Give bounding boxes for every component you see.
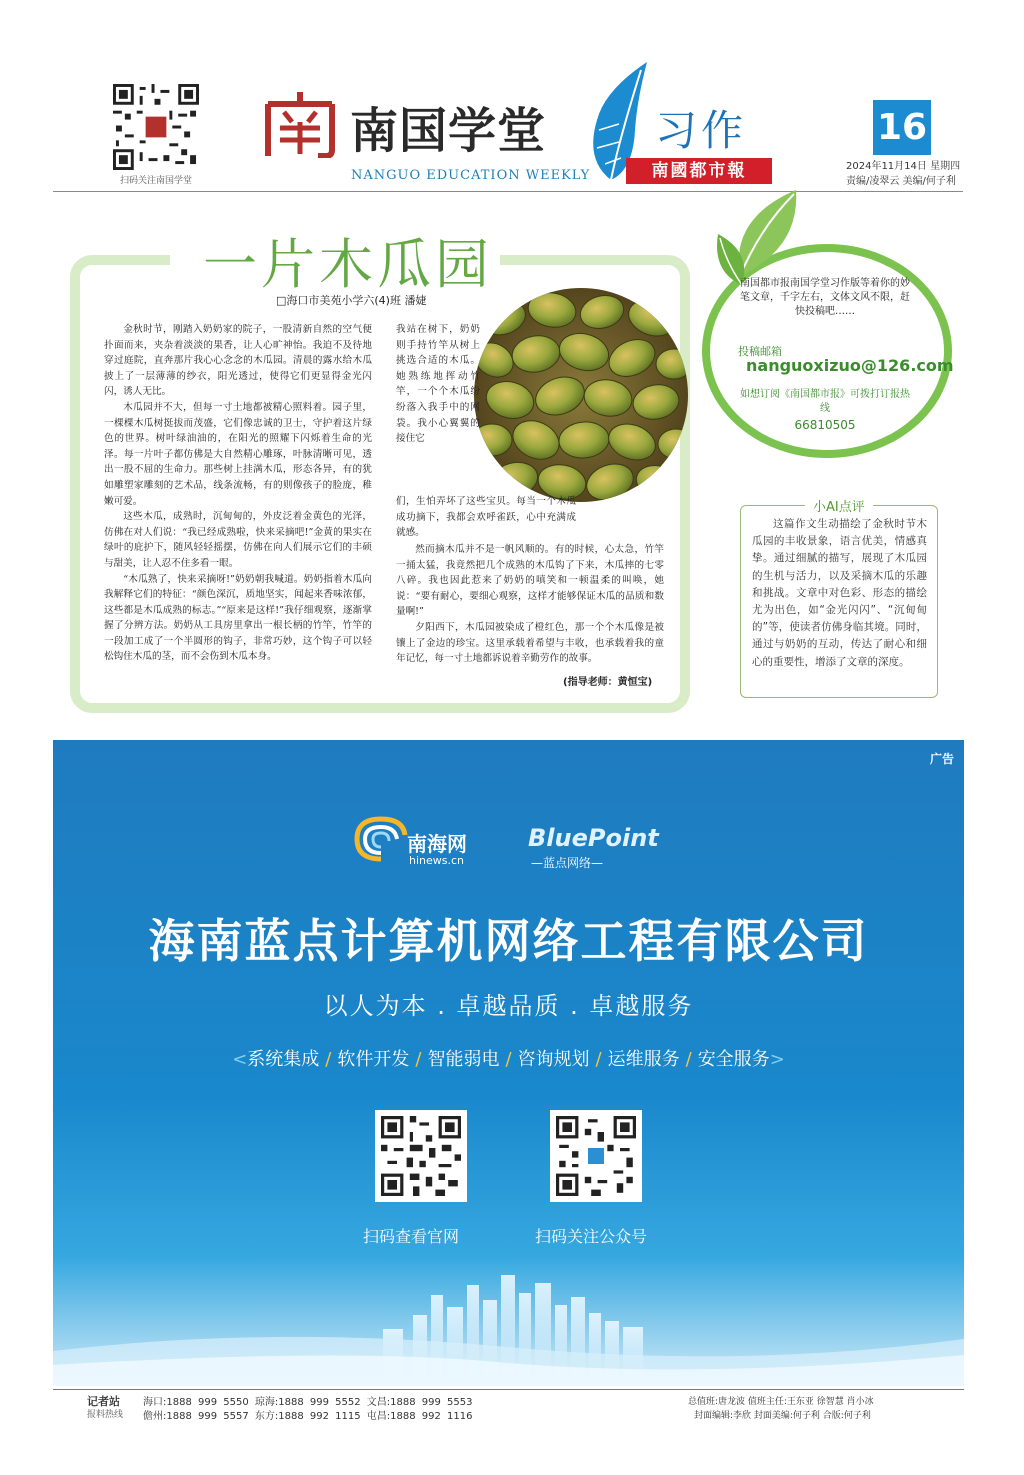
wechat-qr-caption: 扫码关注公众号	[535, 1227, 648, 1246]
separator: /	[505, 1049, 512, 1070]
issue-date: 2024年11月14日 星期四	[846, 161, 961, 172]
paragraph: 们，生怕弄坏了这些宝贝。每当一个木瓜成功摘下，我都会欢呼雀跃，心中充满成就感。	[396, 496, 576, 539]
separator: /	[595, 1049, 602, 1070]
city-skyline-graphic	[53, 1255, 964, 1386]
article-title: 一片木瓜园	[203, 233, 493, 296]
article-byline: □海口市美苑小学六(4)班 潘婕	[276, 294, 427, 307]
footer-hotlines-row-2: 儋州:1888 999 5557 东方:1888 992 1115 屯昌:1888 992 1116	[143, 1411, 473, 1422]
paragraph: 金秋时节，刚踏入奶奶家的院子，一股清新自然的空气便扑面而来，夹杂着淡淡的果香，让人心旷神怡。我迫不及待地穿过庭院，直奔那片我心心念念的木瓜园。清晨的露水给木瓜披上了一层薄薄的纱衣，阳光透过，使得它们更显得金光闪闪，诱人无比。	[104, 324, 372, 398]
service-item: 系统集成	[247, 1049, 320, 1070]
website-qr-code[interactable]	[375, 1110, 467, 1202]
angle-left-icon: <	[232, 1049, 248, 1070]
quill-icon	[575, 60, 650, 230]
article-column-1	[104, 322, 372, 665]
page-number: 16	[873, 100, 931, 155]
editor-credits: 责编/凌翠云 美编/何子利	[846, 176, 956, 187]
footer-staff-row-2: 封面编辑:李欣 封面美编:何子利 合版:何子利	[694, 1411, 871, 1421]
masthead-subtitle: NANGUO EDUCATION WEEKLY	[351, 168, 591, 183]
paragraph: 这些木瓜，成熟时，沉甸甸的，外皮泛着金黄色的光泽，仿佛在对人们说：“我已经成熟啦，快来采摘吧!”金黄的果实在绿叶的庇护下，随风轻轻摇摆，仿佛在向人们展示它们的丰硕与甜美，让人忍不住多看一眼。	[104, 511, 372, 569]
service-item: 软件开发	[337, 1049, 410, 1070]
website-qr-caption: 扫码查看官网	[363, 1227, 460, 1246]
paragraph: 木瓜园并不大，但每一寸土地都被精心照料着。园子里，一棵棵木瓜树挺拔而茂盛，它们像忠诚的卫士，守护着这片绿色的世界。树叶绿油油的，在阳光的照耀下闪烁着生命的光泽。每一片叶子都仿佛是大自然精心雕琢，叶脉清晰可见，透出一股不屈的生命力。那些树上挂满木瓜，形态各异，有的犹如雕塑家雕刻的艺术品，线条流畅，有的则像孩子的脸庞，稚嫩可爱。	[104, 401, 372, 507]
paragraph: 然而摘木瓜并不是一帆风顺的。有的时候，心太急，竹竿一捅太猛，我竟然把几个成熟的木瓜钩了下来，木瓜摔的七零八碎。我也因此惹来了奶奶的嗔笑和一顿温柔的叫唤，她说：“要有耐心，要细心观察，这样才能够保证木瓜的品质和数量啊!”	[396, 544, 664, 618]
angle-right-icon: >	[769, 1049, 785, 1070]
section-title: 习作	[655, 106, 748, 155]
paragraph: 夕阳西下，木瓜园被染成了橙红色，那一个个木瓜像是被镶上了金边的珍宝。这里承载着希望与丰收，也承载着我的童年记忆，每一寸土地都诉说着辛勤劳作的故事。	[396, 621, 664, 665]
footer-label-stations: 记者站	[87, 1395, 120, 1408]
ad-tag: 广告	[929, 752, 954, 766]
subscribe-note: 如想订阅《南国都市报》可拨打订报热线	[740, 389, 910, 414]
separator: /	[415, 1049, 422, 1070]
ai-review-text: 这篇作文生动描绘了金秋时节木瓜园的丰收景象，语言优美，情感真挚。通过细腻的描写，展现了木瓜园的生机与活力，以及采摘木瓜的乐趣和挑战。文章中对色彩、形态的描绘尤为出色，如“金光闪闪”、“沉甸甸的”等，使读者仿佛身临其境。同时，通过与奶奶的互动，传达了耐心和细心的重要性，增添了文章的深度。	[752, 518, 927, 668]
bluepoint-subtitle: —蓝点网络—	[531, 856, 604, 870]
service-item: 智能弱电	[427, 1049, 500, 1070]
footer-staff-row-1: 总值班:唐龙波 值班主任:王东亚 徐智慧 肖小冰	[688, 1397, 874, 1407]
submission-email-link[interactable]: nanguoxizuo@126.com	[746, 356, 954, 375]
subscribe-phone: 66810505	[794, 418, 856, 432]
wechat-qr-code[interactable]	[550, 1110, 642, 1202]
service-item: 运维服务	[607, 1049, 680, 1070]
footer-label-hotline: 报料热线	[87, 1410, 124, 1420]
paragraph: 我站在树下，奶奶则手持竹竿从树上挑选合适的木瓜。她熟练地挥动竹竿，一个个木瓜纷纷落入我手中的网袋。我小心翼翼的接住它	[396, 324, 480, 445]
footer-hotlines-row-1: 海口:1888 999 5550 琼海:1888 999 5552 文昌:1888 999 5553	[143, 1397, 473, 1408]
bluepoint-brand: BluePoint	[528, 824, 659, 852]
teacher-credit: (指导老师：黄恒宝)	[563, 677, 653, 688]
nanguo-logo-icon	[262, 90, 338, 158]
qr-caption: 扫码关注南国学堂	[119, 176, 192, 186]
paper-name-badge: 南國都市報	[626, 158, 772, 184]
hinews-domain: hinews.cn	[409, 854, 465, 867]
service-item: 安全服务	[697, 1049, 770, 1070]
hinews-brand: 南海网	[407, 832, 467, 856]
ai-review-title: 小AI点评	[805, 496, 873, 515]
qr-pattern-icon	[556, 1116, 636, 1196]
masthead-divider	[53, 191, 963, 192]
masthead-qr-code[interactable]	[113, 84, 199, 170]
hinews-swirl-icon	[353, 815, 409, 863]
ad-company-name: 海南蓝点计算机网络工程有限公司	[148, 914, 869, 968]
separator: /	[685, 1049, 692, 1070]
article-column-2-bottom	[396, 542, 664, 667]
ad-services-list	[53, 1045, 964, 1071]
service-item: 咨询规划	[517, 1049, 590, 1070]
footer-divider	[53, 1389, 964, 1390]
ad-slogan: 以人为本 . 卓越品质 . 卓越服务	[323, 992, 694, 1020]
advertisement[interactable]	[53, 740, 964, 1386]
article-column-2-middle	[396, 494, 576, 541]
submission-invitation: 南国都市报南国学堂习作版等着你的妙笔文章，千字左右，文体文风不限，赶快投稿吧……	[740, 278, 910, 317]
article-column-2-top	[396, 322, 480, 447]
email-label: 投稿邮箱	[738, 345, 782, 358]
paragraph: “木瓜熟了，快来采摘呀!”奶奶朝我喊道。奶奶指着木瓜向我解释它们的特征：“颜色深沉，质地坚实，闻起来香味浓郁，这些都是木瓜成熟的标志。”“原来是这样!”我仔细观察，逐渐掌握了分辨方法。奶奶从工具房里拿出一根长柄的竹竿，竹竿的一段加工成了一个半圆形的钩子，非常巧妙，这个钩子可以轻松钩住木瓜的茎，而不会伤到木瓜本身。	[104, 573, 372, 663]
masthead-title: 南国学堂	[350, 103, 547, 159]
separator: /	[325, 1049, 332, 1070]
papaya-photo	[474, 288, 688, 502]
qr-pattern-icon	[381, 1116, 461, 1196]
